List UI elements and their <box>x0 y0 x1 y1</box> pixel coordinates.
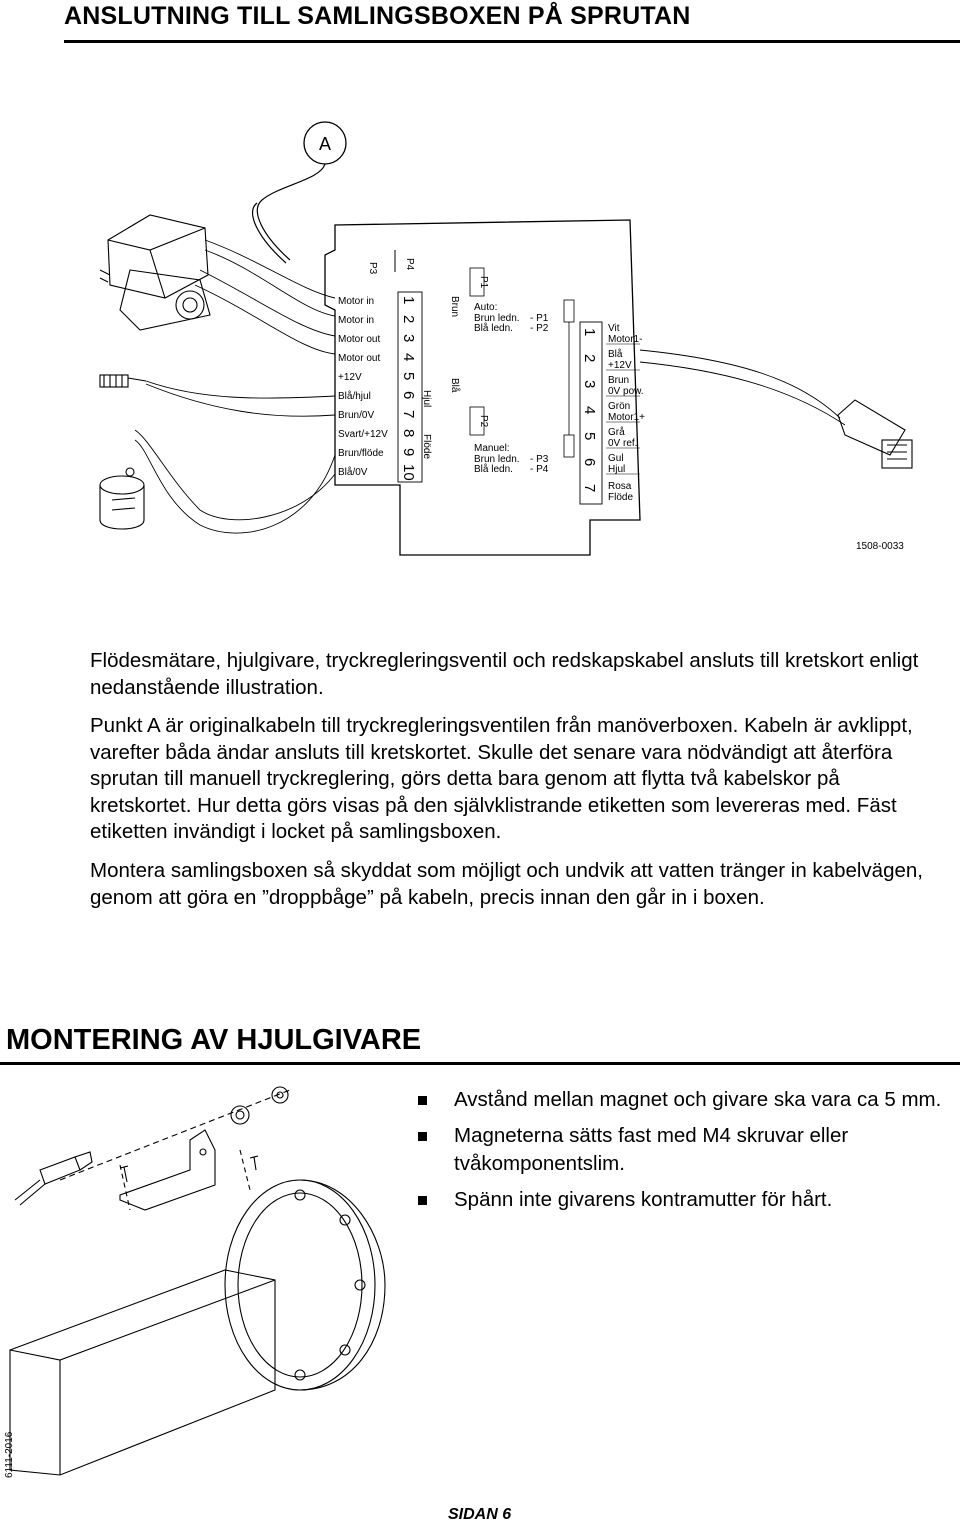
wheel-sensor-mounting-drawing <box>0 1070 960 1490</box>
label-brun: Brun <box>449 296 460 318</box>
page-footer: SIDAN 6 <box>448 1506 512 1523</box>
svg-text:Rosa: Rosa <box>608 481 632 492</box>
pressure-valve-drawing <box>100 215 210 330</box>
svg-text:5: 5 <box>400 372 417 381</box>
svg-text:Hjul: Hjul <box>608 464 626 475</box>
paragraph-3: Montera samlingsboxen så skyddat som möjligt och undvik att vatten tränger in kabelvägen, genom att göra en ”droppbåge” på kabeln, precis innan den går in i boxen. <box>90 859 923 909</box>
figure-code-1: 1508-0033 <box>856 541 904 552</box>
svg-text:Brun/0V: Brun/0V <box>338 410 375 421</box>
svg-text:Motor out: Motor out <box>338 353 381 364</box>
svg-text:+12V: +12V <box>338 372 362 383</box>
svg-text:+12V: +12V <box>608 360 632 371</box>
label-flode: Flöde <box>421 434 432 460</box>
svg-text:Motor out: Motor out <box>338 334 381 345</box>
paragraph-1: Flödesmätare, hjulgivare, tryckregleringsventil och redskapskabel ansluts till kretskort enligt nedanstående illustration. <box>90 649 919 699</box>
svg-text:5: 5 <box>581 432 598 441</box>
section-title: MONTERING AV HJULGIVARE <box>6 1024 422 1056</box>
auto-block <box>474 302 549 334</box>
svg-text:7: 7 <box>400 410 417 419</box>
svg-text:8: 8 <box>400 429 417 438</box>
svg-text:4: 4 <box>400 353 417 362</box>
label-p2: P2 <box>478 415 489 428</box>
svg-text:2: 2 <box>581 354 598 363</box>
svg-text:1: 1 <box>581 328 598 337</box>
svg-text:- P4: - P4 <box>530 464 549 475</box>
svg-text:- P2: - P2 <box>530 323 549 334</box>
manuel-block <box>474 443 549 475</box>
bullet-item: Avstånd mellan magnet och givare ska vara ca 5 mm. <box>418 1086 958 1114</box>
svg-text:6: 6 <box>581 458 598 467</box>
svg-text:6: 6 <box>400 391 417 400</box>
svg-text:10: 10 <box>400 464 417 481</box>
flow-sensor-drawing <box>100 468 144 529</box>
svg-text:1: 1 <box>400 296 417 305</box>
svg-text:3: 3 <box>400 334 417 343</box>
svg-text:Blå ledn.: Blå ledn. <box>474 464 513 475</box>
right-terminal-rows <box>608 323 645 503</box>
right-terminal-numbers <box>581 328 598 492</box>
svg-text:4: 4 <box>581 406 598 415</box>
svg-text:Motor in: Motor in <box>338 315 375 326</box>
svg-text:0V ref.: 0V ref. <box>608 438 638 449</box>
svg-text:Brun: Brun <box>608 375 630 386</box>
svg-text:Motor1-: Motor1- <box>608 334 643 345</box>
page-title: ANSLUTNING TILL SAMLINGSBOXEN PÅ SPRUTAN <box>64 2 691 30</box>
svg-text:Auto:: Auto: <box>474 302 498 313</box>
svg-text:Grön: Grön <box>608 401 631 412</box>
wheel-sensor-drawing <box>100 375 146 387</box>
svg-text:Brun ledn.: Brun ledn. <box>474 454 520 465</box>
svg-text:9: 9 <box>400 448 417 457</box>
svg-text:Blå/hjul: Blå/hjul <box>338 391 371 402</box>
svg-text:Blå: Blå <box>608 349 623 360</box>
svg-text:Svart/+12V: Svart/+12V <box>338 429 388 440</box>
svg-text:- P3: - P3 <box>530 454 549 465</box>
svg-text:Blå/0V: Blå/0V <box>338 467 368 478</box>
figure-code-2: 6111-2016 <box>4 1431 15 1478</box>
svg-text:Gul: Gul <box>608 453 624 464</box>
wiring-diagram <box>0 100 960 570</box>
svg-text:7: 7 <box>581 484 598 493</box>
bullet-item: Magneterna sätts fast med M4 skruvar eller tvåkomponentslim. <box>418 1122 958 1178</box>
label-p3: P3 <box>367 262 378 275</box>
paragraph-2: Punkt A är originalkabeln till tryckregleringsventilen från manöverboxen. Kabeln är avklippt, varefter båda ändar ansluts till kretskortet. Skulle det senare vara nödvändigt att återföra sprutan till manuell tryckreglering, görs detta bara genom att flytta två kabelskor på kretskortet. Hur detta görs visas på den självklistrande etiketten som levereras med. Fäst etiketten invändigt i locket på samlingsboxen. <box>90 714 913 843</box>
label-bla: Blå <box>449 378 460 393</box>
svg-text:Motor1+: Motor1+ <box>608 412 645 423</box>
svg-text:2: 2 <box>400 315 417 324</box>
implement-connector-drawing <box>838 400 912 468</box>
svg-text:Manuel:: Manuel: <box>474 443 510 454</box>
section-rule <box>0 1062 960 1065</box>
svg-text:Blå ledn.: Blå ledn. <box>474 323 513 334</box>
svg-text:Motor in: Motor in <box>338 296 375 307</box>
svg-text:Grå: Grå <box>608 427 625 438</box>
label-hjul: Hjul <box>421 390 432 408</box>
title-rule <box>64 40 960 43</box>
label-p4: P4 <box>404 258 415 271</box>
svg-text:0V pow.: 0V pow. <box>608 386 644 397</box>
left-terminal-rows <box>338 296 388 478</box>
svg-text:Flöde: Flöde <box>608 492 634 503</box>
svg-text:Brun ledn.: Brun ledn. <box>474 313 520 324</box>
left-terminal-numbers <box>400 296 417 481</box>
svg-text:Brun/flöde: Brun/flöde <box>338 448 384 459</box>
bullet-item: Spänn inte givarens kontramutter för hårt. <box>418 1186 958 1214</box>
point-a-label: A <box>318 134 332 154</box>
svg-text:- P1: - P1 <box>530 313 549 324</box>
label-p1: P1 <box>478 276 489 289</box>
svg-text:3: 3 <box>581 380 598 389</box>
svg-text:Vit: Vit <box>608 323 620 334</box>
